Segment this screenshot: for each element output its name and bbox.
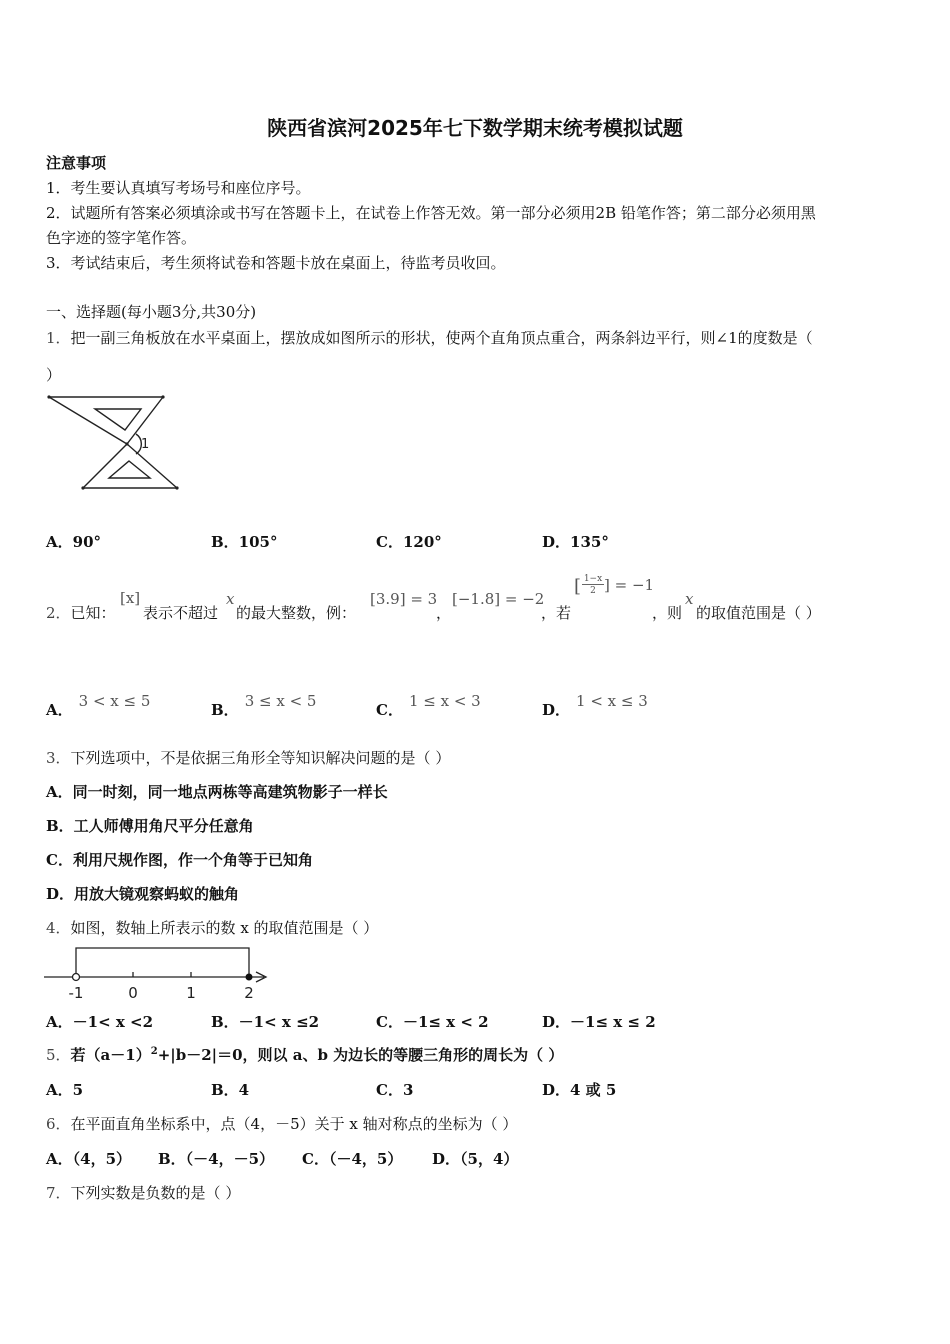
axis-label: -1 [68, 984, 84, 1002]
notice-item: 1．考生要认真填写考场号和座位序号。 [46, 179, 311, 197]
question-text: 下列选项中，不是依据三角形全等知识解决问题的是（ ） [70, 749, 451, 767]
option-a[interactable]: A．5 [46, 1081, 84, 1099]
option-a[interactable]: A．90° [46, 533, 102, 551]
exponent: 2 [150, 1046, 158, 1057]
option-b[interactable]: B．105° [211, 533, 278, 551]
math-numerator: 1−x [583, 574, 603, 584]
option-d[interactable]: D．4 或 5 [542, 1081, 617, 1099]
option-a[interactable] [46, 690, 151, 719]
question-5 [46, 1044, 563, 1065]
question-text: 在平面直角坐标系中，点（4，－5）关于 x 轴对称点的坐标为（ ） [70, 1115, 518, 1133]
option-letter: C． [376, 701, 403, 719]
inner-triangle-top [95, 409, 141, 430]
math-condition-rest: ] = −1 [604, 576, 655, 594]
option-a[interactable]: A．同一时刻，同一地点两栋等高建筑物影子一样长 [46, 783, 388, 801]
option-letter: A． [46, 701, 73, 719]
option-math: 1 ≤ x < 3 [408, 692, 481, 710]
option-c[interactable]: C．－1≤ x < 2 [376, 1013, 489, 1031]
question-number: 4． [46, 919, 71, 937]
notice-item: 色字迹的签字笔作答。 [46, 229, 197, 247]
number-line-figure [42, 942, 274, 1004]
option-d[interactable]: D．（5，4） [432, 1150, 519, 1168]
axis-label: 2 [244, 984, 254, 1002]
angle-label: 1 [141, 437, 150, 452]
math-example-1: [3.9] = 3 [370, 590, 438, 608]
option-b[interactable]: B．4 [211, 1081, 250, 1099]
notice-item: 2．试题所有答案必须填涂或书写在答题卡上，在试卷上作答无效。第一部分必须用2B 铅笔作答；第二部分必须用黑 [46, 204, 816, 222]
option-c[interactable]: C．120° [376, 533, 442, 551]
figure-line [83, 444, 127, 488]
question-number: 3． [46, 749, 71, 767]
question-number: 6． [46, 1115, 71, 1133]
question-text: ， [436, 604, 452, 622]
option-letter: D． [542, 701, 571, 719]
option-d[interactable]: D．用放大镜观察蚂蚁的触角 [46, 885, 240, 903]
question-text: 的取值范围是（ ） [696, 604, 821, 622]
page-title: 陕西省滨河2025年七下数学期末统考模拟试题 [267, 116, 683, 140]
question-4 [46, 917, 378, 938]
question-text: 把一副三角板放在水平桌面上，摆放成如图所示的形状，使两个直角顶点重合，两条斜边平行，则∠1的度数是（ [70, 329, 813, 347]
question-text-cont: ） [46, 366, 62, 384]
option-b[interactable]: B．－1< x ≤2 [211, 1013, 320, 1031]
option-b[interactable]: B．工人师傅用角尺平分任意角 [46, 817, 254, 835]
question-text: 表示不超过 [143, 604, 219, 622]
question-1 [46, 327, 813, 348]
question-text: ，则 [652, 604, 683, 622]
option-c[interactable]: C．利用尺规作图，作一个角等于已知角 [46, 851, 313, 869]
notice-heading: 注意事项 [46, 154, 107, 172]
triangles-figure [45, 392, 185, 496]
question-text: 如图，数轴上所表示的数 x 的取值范围是（ ） [70, 919, 379, 937]
math-x: x [226, 590, 235, 608]
closed-endpoint [246, 974, 253, 981]
option-math: 1 < x ≤ 3 [576, 692, 648, 710]
question-7 [46, 1182, 240, 1203]
question-text: 的最大整数，例： [236, 604, 357, 622]
question-number: 7． [46, 1184, 71, 1202]
question-number: 5． [46, 1046, 71, 1064]
section-heading: 一、选择题(每小题3分,共30分) [46, 303, 257, 321]
option-a[interactable]: A．（4，5） [46, 1150, 132, 1168]
math-floor-x: [x] [120, 589, 141, 607]
option-d[interactable]: D．135° [542, 533, 609, 551]
notice-item: 3．考试结束后，考生须将试卷和答题卡放在桌面上，待监考员收回。 [46, 254, 506, 272]
axis-label: 0 [128, 984, 138, 1002]
question-number: 1． [46, 329, 71, 347]
math-example-2: [−1.8] = −2 [452, 590, 545, 608]
math-denominator: 2 [590, 586, 596, 596]
option-c[interactable]: C．3 [376, 1081, 414, 1099]
question-2 [46, 602, 116, 623]
math-x: x [685, 590, 694, 608]
option-b[interactable]: B．（－4，－5） [158, 1150, 275, 1168]
question-number: 2． [46, 604, 71, 622]
question-text: +|b－2|＝0，则以 a、b 为边长的等腰三角形的周长为（ ） [157, 1046, 564, 1064]
question-text: 已知： [70, 604, 116, 622]
range-bracket [76, 948, 249, 977]
option-letter: B． [211, 701, 239, 719]
question-6 [46, 1113, 517, 1134]
option-a[interactable]: A．－1< x <2 [46, 1013, 154, 1031]
inner-triangle-bottom [109, 461, 150, 478]
question-text: ，若 [541, 604, 572, 622]
option-d[interactable] [542, 690, 648, 719]
option-c[interactable]: C．（－4，5） [302, 1150, 403, 1168]
figure-line [49, 397, 127, 444]
option-c[interactable] [376, 690, 481, 719]
question-text: 下列实数是负数的是（ ） [70, 1184, 241, 1202]
option-d[interactable]: D．－1≤ x ≤ 2 [542, 1013, 656, 1031]
question-3 [46, 747, 450, 768]
axis-label: 1 [186, 984, 196, 1002]
option-math: 3 < x ≤ 5 [78, 692, 151, 710]
option-math: 3 ≤ x < 5 [244, 692, 317, 710]
option-b[interactable] [211, 690, 317, 719]
open-endpoint [73, 974, 80, 981]
question-text: 若（a－1） [70, 1046, 151, 1064]
